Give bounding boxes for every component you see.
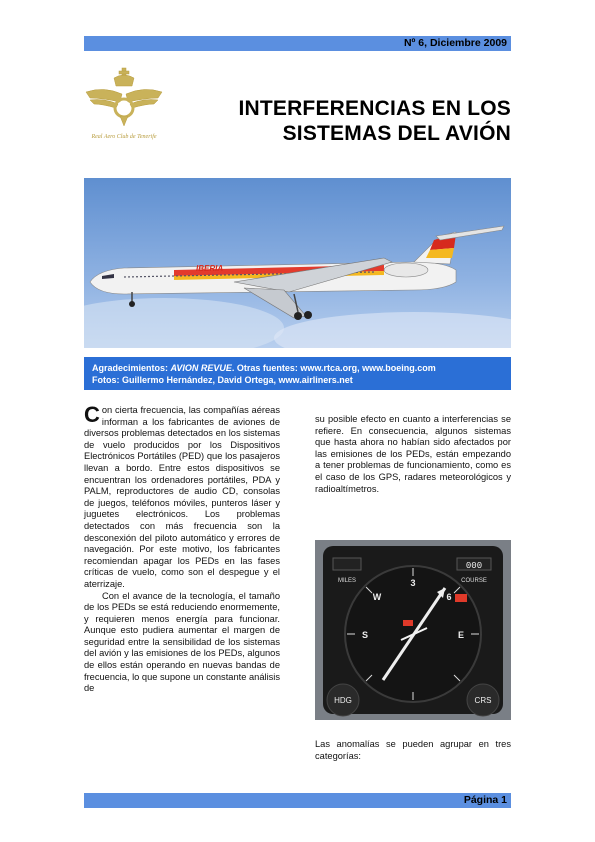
airplane-photo [84, 178, 511, 348]
instrument-crs: CRS [474, 696, 492, 705]
paragraph-3: su posible efecto en cuanto a interferencias se refiere. En consecuencia, algunos sistemas que hasta ahora no habían sido afectados por las emisiones de los PEDs, están empezando a tener problemas de funcionamiento, como es el caso de los GPS, radares meteorológicos y radioaltímetros. [315, 414, 511, 494]
credits-magazine: AVION REVUE [170, 363, 232, 373]
footer-bar [84, 793, 511, 808]
paragraph-4: Las anomalías se pueden agrupar en tres categorías: [315, 739, 511, 761]
svg-text:6: 6 [446, 592, 452, 602]
title-line-2: SISTEMAS DEL AVIÓN [282, 122, 511, 145]
issue-label: Nº 6, Diciembre 2009 [403, 37, 507, 49]
photo-airline-text: IBERIA [196, 264, 224, 273]
paragraph-1 [84, 402, 280, 591]
svg-text:E: E [457, 630, 465, 640]
credits-line-1 [92, 362, 503, 374]
paragraph-2: Con el avance de la tecnología, el tamaño de los PEDs se está reduciendo enormemente, y requieren menos energía para funcionar. Aunque esto pudiera aumentar el margen de seguridad entre la sensibilidad de los sistemas del avión y las emisiones de los PEDs, algunos de ellos están operando en nuevas bandas de frecuencia, lo que supone un constante análisis de [84, 590, 280, 694]
hsi-instrument-photo [315, 540, 511, 720]
instrument-miles: MILES [337, 578, 357, 584]
credits-label: Agradecimientos: [92, 363, 171, 373]
column-left [84, 402, 280, 695]
paragraph-1-text: on cierta frecuencia, las compañías aéreas informan a los fabricantes de aviones de diversos problemas detectados en los sistemas de vuelo producidos por los Dispositivos Electrónicos Portátiles (PED) que los pasajeros llevan a bordo. Entre estos dispositivos se encuentran los ordenadores portátiles, PDA y PALM, reproductores de audio CD, consolas de juegos, teléfonos móviles, punteros láser y juguetes electrónicos. Los problemas detectados con más frecuencia son la desconexión del piloto automático y errores de navegación. Por este motivo, los fabricantes recomiendan apagar los PEDs en las fases críticas de vuelo, como son el despegue y el aterrizaje. [84, 405, 280, 589]
logo-text: Real Aero Club de Tenerife [91, 134, 157, 140]
article-title [170, 96, 511, 146]
credits-box [84, 357, 511, 390]
column-right-bottom [315, 739, 511, 762]
instrument-course-value: 000 [465, 561, 483, 571]
column-right [315, 414, 511, 495]
instrument-course: COURSE [461, 578, 487, 584]
drop-cap: C [84, 402, 100, 427]
svg-text:S: S [361, 630, 369, 640]
page-number: Página 1 [463, 794, 507, 806]
svg-text:3: 3 [410, 578, 416, 588]
svg-text:W: W [372, 592, 382, 602]
instrument-hdg: HDG [334, 696, 352, 705]
credits-line-2: Fotos: Guillermo Hernández, David Ortega, www.airliners.net [92, 375, 353, 385]
credits-rest: . Otras fuentes: www.rtca.org, www.boeing.com [231, 363, 436, 373]
title-line-1: INTERFERENCIAS EN LOS [238, 97, 511, 120]
club-logo [84, 64, 164, 144]
